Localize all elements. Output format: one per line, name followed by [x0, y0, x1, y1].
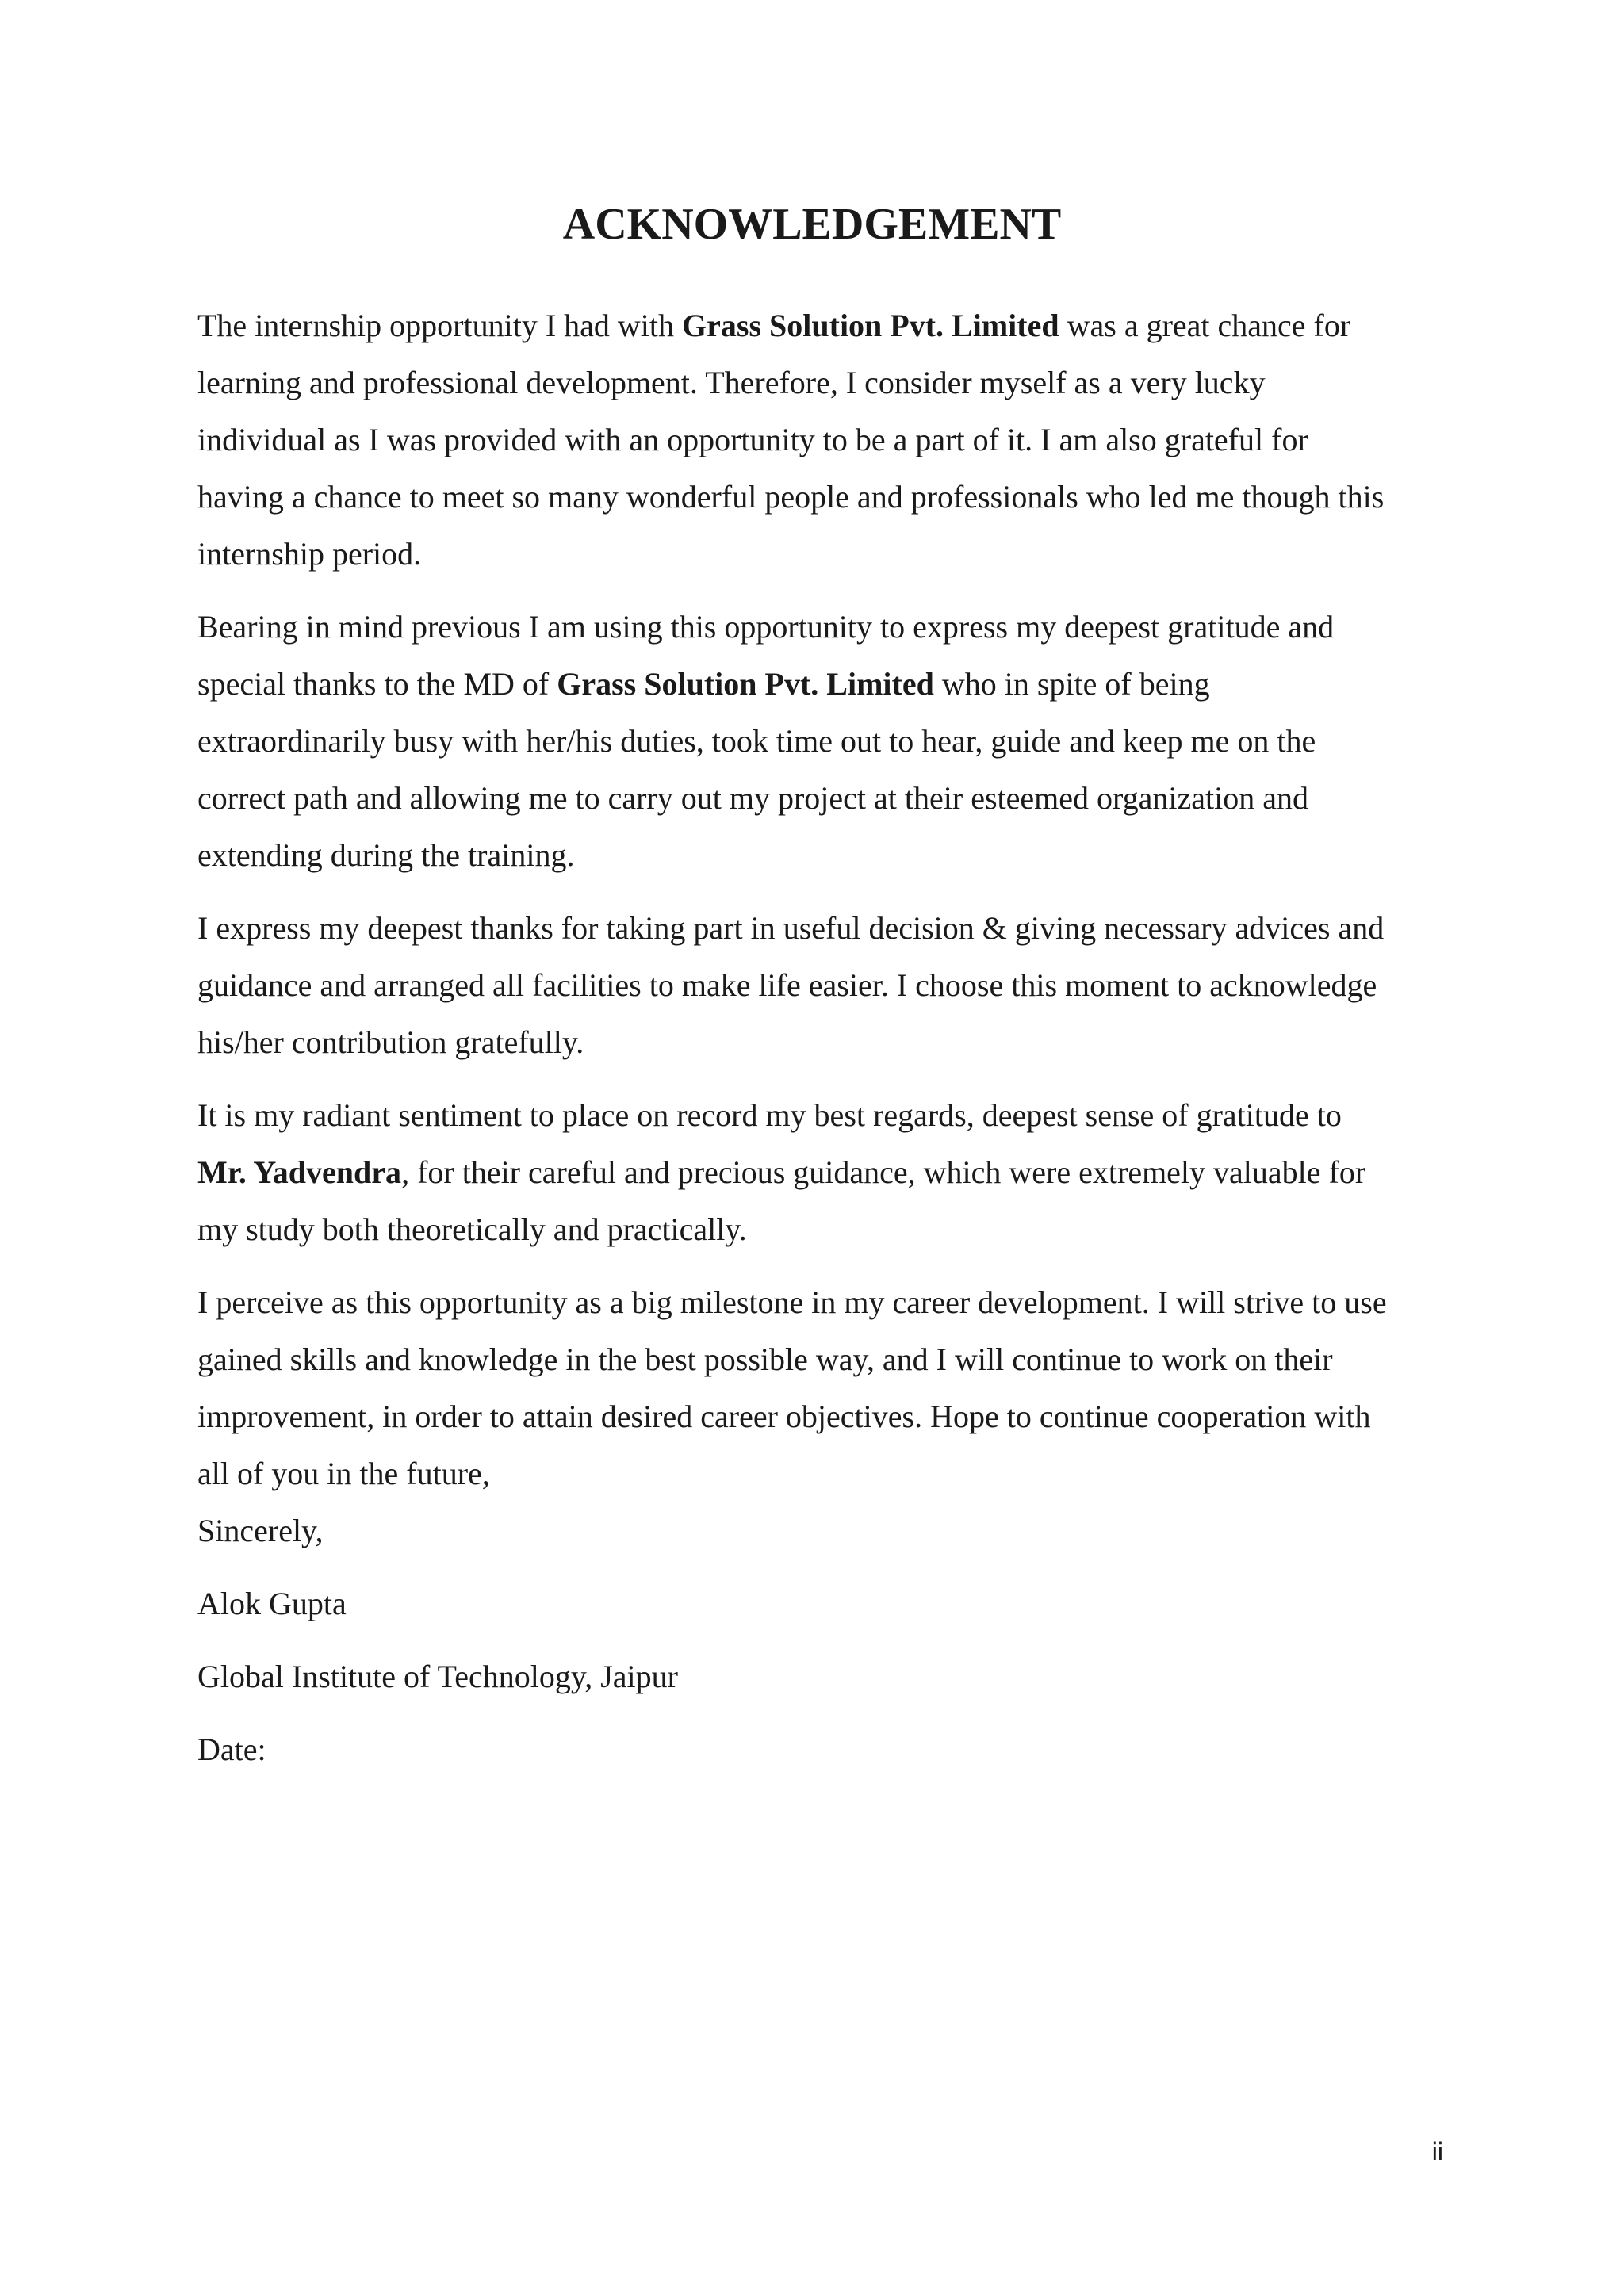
paragraph-2	[197, 599, 1450, 884]
paragraph-3	[197, 900, 1450, 1071]
paragraph-line: Bearing in mind previous I am using this opportunity to express my deepest gratitude and	[197, 609, 1335, 645]
paragraph-line: It is my radiant sentiment to place on record my best regards, deepest sense of gratitude to	[197, 1097, 1342, 1133]
paragraph-line: my study both theoretically and practically.	[197, 1211, 747, 1247]
paragraph-line: extraordinarily busy with her/his duties, took time out to hear, guide and keep me on the	[197, 723, 1316, 759]
text-run: who in spite of being	[933, 666, 1210, 702]
signatory-institute: Global Institute of Technology, Jaipur	[197, 1659, 678, 1694]
paragraph-line	[197, 656, 1450, 713]
document-body	[197, 297, 1450, 1794]
paragraph-line: having a chance to meet so many wonderful people and professionals who led me though this	[197, 479, 1385, 515]
page-title: ACKNOWLEDGEMENT	[562, 200, 1062, 249]
paragraph-line: I perceive as this opportunity as a big milestone in my career development. I will strive to use	[197, 1284, 1387, 1320]
paragraph-line	[197, 297, 1450, 354]
paragraph-4	[197, 1087, 1450, 1258]
paragraph-line: his/her contribution gratefully.	[197, 1024, 584, 1060]
text-run: The internship opportunity I had with	[197, 308, 683, 343]
mentor-name: Mr. Yadvendra	[197, 1154, 402, 1190]
company-name: Grass Solution Pvt. Limited	[682, 308, 1059, 343]
signatory-name: Alok Gupta	[197, 1586, 347, 1621]
paragraph-line: extending during the training.	[197, 837, 575, 873]
text-run: special thanks to the MD of	[197, 666, 557, 702]
text-run: , for their careful and precious guidance, which were extremely valuable for	[401, 1154, 1366, 1190]
paragraph-line: guidance and arranged all facilities to make life easier. I choose this moment to acknowledge	[197, 967, 1377, 1003]
paragraph-1	[197, 297, 1450, 583]
page-number: ii	[1431, 2137, 1443, 2166]
paragraph-line: learning and professional development. Therefore, I consider myself as a very lucky	[197, 365, 1266, 400]
paragraph-line: gained skills and knowledge in the best possible way, and I will continue to work on their	[197, 1341, 1333, 1377]
paragraph-line: all of you in the future,	[197, 1456, 490, 1491]
paragraph-line: improvement, in order to attain desired career objectives. Hope to continue cooperation with	[197, 1399, 1371, 1434]
paragraph-line	[197, 1144, 1450, 1201]
company-name: Grass Solution Pvt. Limited	[557, 666, 934, 702]
paragraph-line: I express my deepest thanks for taking part in useful decision & giving necessary advices and	[197, 910, 1385, 946]
salutation: Sincerely,	[197, 1513, 324, 1548]
paragraph-line: internship period.	[197, 536, 422, 572]
paragraph-5	[197, 1274, 1450, 1502]
paragraph-line: individual as I was provided with an opportunity to be a part of it. I am also grateful for	[197, 422, 1308, 457]
date-label: Date:	[197, 1732, 266, 1767]
text-run: was a great chance for	[1059, 308, 1351, 343]
closing-block	[197, 1502, 1450, 1778]
paragraph-line: correct path and allowing me to carry out my project at their esteemed organization and	[197, 780, 1308, 816]
